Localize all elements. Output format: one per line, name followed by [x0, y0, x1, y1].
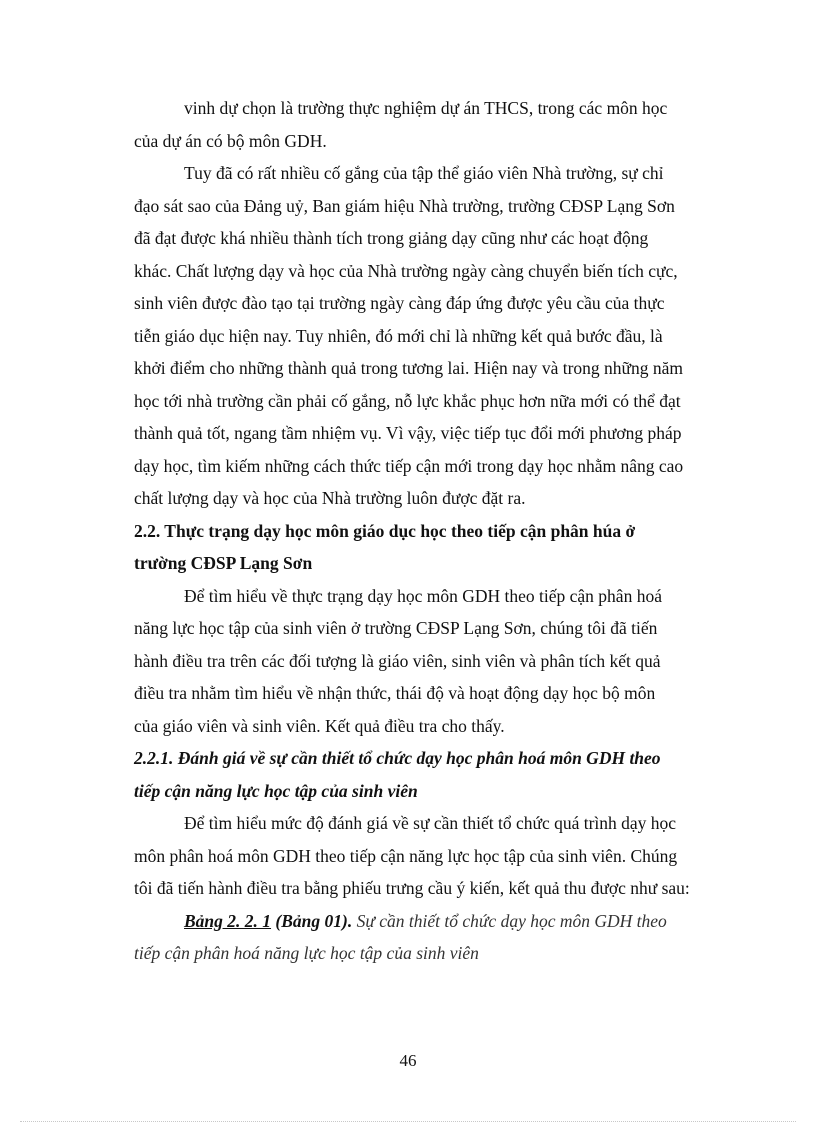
- caption-text: Sự cần thiết tổ chức dạy học môn GDH theo: [352, 910, 667, 931]
- table-number: Bảng 2. 2. 1: [184, 910, 272, 931]
- text-line: khởi điểm cho những thành quả trong tương lai. Hiện nay và trong những năm: [134, 358, 684, 378]
- text-line: khác. Chất lượng dạy và học của Nhà trường ngày càng chuyển biến tích cực,: [134, 260, 678, 281]
- text-line: của giáo viên và sinh viên. Kết quả điều tra cho thấy.: [134, 715, 505, 736]
- text-line: điều tra nhằm tìm hiểu về nhận thức, thái độ và hoạt động dạy học bộ môn: [134, 683, 656, 703]
- text-line: tôi đã tiến hành điều tra bằng phiếu trưng cầu ý kiến, kết quả thu được như sau:: [134, 878, 690, 898]
- paragraph-4: [134, 807, 740, 905]
- table-reference: [184, 911, 352, 931]
- text-line: đã đạt được khá nhiều thành tích trong giảng dạy cũng như các hoạt động: [134, 228, 649, 248]
- paragraph-1: [134, 92, 740, 157]
- caption-line: [134, 905, 740, 938]
- text-line: Tuy đã có rất nhiều cố gắng của tập thể giáo viên Nhà trường, sự chỉ: [184, 163, 664, 183]
- text-line: năng lực học tập của sinh viên ở trường CĐSP Lạng Sơn, chúng tôi đã tiến: [134, 618, 658, 638]
- caption-line: tiếp cận phân hoá năng lực học tập của sinh viên: [134, 943, 479, 963]
- text-line: đạo sát sao của Đảng uỷ, Ban giám hiệu Nhà trường, trường CĐSP Lạng Sơn: [134, 195, 675, 216]
- text-line: hành điều tra trên các đối tượng là giáo viên, sinh viên và phân tích kết quả: [134, 650, 661, 671]
- heading-line: 2.2. Thực trạng dạy học môn giáo dục học theo tiếp cận phân húa ở: [134, 520, 636, 541]
- text-line: chất lượng dạy và học của Nhà trường luôn được đặt ra.: [134, 488, 526, 508]
- text-line: thành quả tốt, ngang tầm nhiệm vụ. Vì vậy, việc tiếp tục đổi mới phương pháp: [134, 423, 682, 443]
- page-number: 46: [399, 1051, 417, 1070]
- text-line: Để tìm hiểu về thực trạng dạy học môn GDH theo tiếp cận phân hoá: [184, 585, 662, 606]
- heading-line: 2.2.1. Đánh giá về sự cần thiết tổ chức dạy học phân hoá môn GDH theo: [134, 748, 661, 768]
- text-line: dạy học, tìm kiếm những cách thức tiếp cận mới trong dạy học nhằm nâng cao: [134, 455, 684, 476]
- table-alt-number: (Bảng 01).: [271, 910, 353, 931]
- paragraph-2: [134, 157, 740, 515]
- heading-line: tiếp cận năng lực học tập của sinh viên: [134, 780, 418, 801]
- text-line: môn phân hoá môn GDH theo tiếp cận năng lực học tập của sinh viên. Chúng: [134, 845, 678, 866]
- text-line: học tới nhà trường cần phải cố gắng, nỗ lực khắc phục hơn nữa mới có thể đạt: [134, 390, 681, 411]
- table-caption: [134, 905, 740, 970]
- heading-line: trường CĐSP Lạng Sơn: [134, 553, 313, 573]
- text-line: vinh dự chọn là trường thực nghiệm dự án THCS, trong các môn học: [184, 98, 668, 118]
- page-content: [134, 92, 740, 970]
- text-line: của dự án có bộ môn GDH.: [134, 130, 327, 151]
- section-heading-2-2: [134, 515, 740, 580]
- text-line: Để tìm hiểu mức độ đánh giá về sự cần thiết tổ chức quá trình dạy học: [184, 813, 677, 833]
- text-line: sinh viên được đào tạo tại trường ngày càng đáp ứng được yêu cầu của thực: [134, 293, 665, 313]
- paragraph-3: [134, 580, 740, 743]
- page-bottom-divider: [20, 1121, 796, 1122]
- text-line: tiễn giáo dục hiện nay. Tuy nhiên, đó mới chỉ là những kết quả bước đầu, là: [134, 325, 663, 346]
- section-heading-2-2-1: [134, 742, 740, 807]
